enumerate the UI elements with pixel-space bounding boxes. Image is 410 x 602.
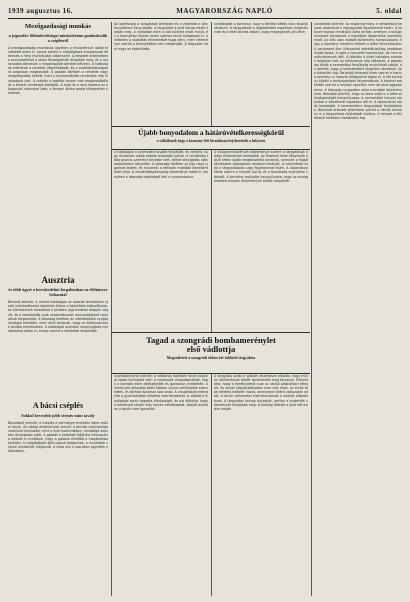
column-1	[8, 22, 108, 596]
article-col4: Londonból jelentik: Az angol kormány a nemzetközi helyzet alakulását a legnagyobb figyelemmel kíséri. A kabinet tegnap rendkívüli ülést tartott, amelyen a külügyminiszter beszámolt a legutóbbi diplomáciai eseményekről. Az ülés után kiadott közlemény hangsúlyozza, hogy a kormány mindent elkövet a béke fenntartására. A parlament őszi ülésszakát előreláthatólag korábban hívják össze. A sajtó a helyzetet komolynak, de nem reménytelennek ítéli. A tőzsdén a hírek hatására csendes forgalom volt, az árfolyamok alig változtak. A gazdasági körök a nemzetközi feszültség enyhülését várják, és remélik, hogy a kereskedelmi forgalom rövidesen újra élénkülni fog. Párizsból érkezett hírek szerint a francia kormány is hasonló álláspontot foglal el. A két kormány között a tanácskozások folyamatosak. A katonai szakértők szerint a helyzet egyelőre nem ad okot aggodalomra. A lakosság nyugodtan várja a további fejleményeket. Rómából jelentik, hogy az olasz sajtó is a béke szükségességét hangsúlyozza. A nemzetközi helyzet alakulása a következő napokban dől el. A diplomáciai körök bizakodók. A kereskedelmi tárgyalások folytatódnak. Berlinből érkezett jelentések szerint a német kormány is a tárgyalások folytatását kívánja. A helyzet a következő hetekben tisztázódni fog.	[314, 22, 402, 121]
article-threshing: Bácskából jelentik: A cséplés a vármegye területén teljes erővel folyik. Az eddigi eredmények szerint a termés mennyisége valamivel kevesebb, mint a múlt esztendőben, minősége azonban lényegesen jobb. A gazdák a kedvező időjárást kihasználva sietnek a munkával, hogy a gabona mielőbb a magtárakba kerüljön. A cséplőgépek éjjel-nappal dolgoznak, a munkások száma mindenütt elegendő. A búza ára a piacokon egyelőre változatlan.	[8, 420, 108, 454]
article-col2-top: Az ügyészség a vizsgálatot befejezte és a vádiratot a törvényszékhez benyújtotta. A tárgyalást a jövő hónap elején tartják meg. A vádlottak ellen a vád bűntett miatt indult, és a bizonyítási eljárás során számos tanút hallgatnak ki. A védelem a vádlottak felmentését fogja kérni, mert véleménye szerint a bizonyítékok nem elegendők. A tárgyalás iránt nagy az érdeklődés.	[114, 22, 208, 51]
subhead-dispute: a vállalkozók hogy a kormány felé hivatalosan bejelentették a helyzetet	[156, 138, 266, 143]
column-4	[314, 22, 402, 596]
subhead-agricultural: a jugoszláv földművelésügyi minisztérium gondoskodik a cséplésről	[8, 32, 108, 43]
article-col3-top: nyilatkozott a kormány, hogy a kérdést békés úton kívánja rendezni. A tárgyalások a legközelebbi napokban megindulnak és a felek bíznak abban, hogy megegyezés jön létre.	[214, 22, 308, 35]
column-3	[214, 22, 308, 596]
article-col2-bottom: Szombathelyről jelentik: A robbanás ügyében folyó vizsgálat újabb fordulatot vett. A nyomozók megállapították, hogy a bombát előre elkészítették és gondosan elrejtették. A merénylet áldozatai közül többen súlyos sérüléseket szenvedtek, és kórházi ápolásra szorulnak. A vizsgálóbíró elrendelte a gyanúsítottak előzetes letartóztatását. A vádlott a kihallgatás során tagadta bűnösségét, és azt állította, hogy a merénylet idején más helyen tartózkodott. Alibijét azonban a tanúk nem igazolták.	[114, 374, 208, 411]
headline-agricultural: Mezőgazdasági munkás	[25, 23, 91, 30]
headline-bombing: Tagad a szongrádi bombamerénylet	[146, 335, 276, 345]
column-rule	[111, 22, 112, 596]
article-agricultural: A mezőgazdasági munkások ügyében a minisztérium újabb rendeletet adott ki, amely szerint a cséplőgépek tulajdonosai kötelesek a helyi munkásokat alkalmazni. A rendelet értelmében a munkabéreket a járási főszolgabírók állapítják meg, és a munkaadók kötelesek a megállapított béreket kifizetni. A hatóságok ellenőrzik a rendelet végrehajtását, és a szabálytalanságokat szigorúan megtorolják. A gazdák körében a rendelet nagy megelégedést keltett, mert a munkáskérdés rendezése régi kívánságuk volt. A cséplés a legtöbb helyen már megkezdődött és a termés minősége kielégítő. A búza és a rozs hozama az átlagosnál valamivel jobb, a tengeri állása pedig kifejezetten kedvező.	[8, 45, 108, 95]
headline-box-bombing	[112, 332, 310, 374]
article-col3-bottom: A tárgyalás során a vádlott részletesen előadta, hogy milyen körülmények között ismerkedett meg társaival. Elmondotta, hogy a merényletről csak az utolsó pillanatban értesült, és annak végrehajtásában nem vett részt. Az elnök több kérdést intézett hozzá, amelyekre kitérő válaszokat adott. A tanúk vallomásai ellentmondanak a vádlott előadásának. A tárgyalást holnap folytatják, amikor a szakértők véleményét hallgatják meg. A bíróság ítéletét a jövő hét elejére várják.	[214, 374, 308, 411]
headline-bombing-line2: első vádlottja	[186, 343, 236, 354]
columns	[8, 22, 402, 596]
subhead-bombing: Megszületett a szongrádi ebben két tábláról tárgyalása	[166, 355, 256, 360]
headline-dispute: Újabb bonyodalom a hátárúvételkerességkörül	[138, 128, 284, 137]
headline-threshing: A bácsi cséplés	[32, 401, 84, 411]
headline-box-dispute	[112, 126, 310, 150]
issue-date: 1939 augusztus 16.	[8, 6, 73, 15]
subhead-austria: és több ügyei a kereskedelmi forgalomban az élelmiszer behozatal	[8, 287, 108, 298]
masthead	[8, 6, 402, 19]
article-austria: Bécsből jelentik: A német hatóságok az osztrák területeken újabb intézkedéseket léptettek életbe a közellátás biztosítására. Az élelmiszerek elosztását a jövőben jegyrendszer alapján végzik, és a kereskedők csak meghatározott mennyiségeket hozhatnak forgalomba. A lakosság körében az intézkedések nyugtalanságot keltettek, mert attól tartanak, hogy az élelmiszerárak tovább emelkednek. A hatóságok azonban megnyugtató nyilatkozatot adtak ki, amely szerint a készletek elegendők.	[8, 300, 108, 333]
headline-austria: Ausztria	[41, 274, 75, 285]
subhead-threshing: Sokkal kevesebb jobb termés mint tavaly	[21, 412, 95, 418]
newspaper-name: MAGYARORSZÁG NAPLÓ	[176, 6, 273, 15]
column-rule	[211, 22, 212, 596]
column-rule	[311, 22, 312, 596]
column-2	[114, 22, 208, 596]
article-col3-middle: A külügyminisztérium közleménye szerint a tárgyalások eddigi eredményei kielégítők. Az érdekelt felek képviselői a jövő héten újabb megbeszélést tartanak, amelyen a függő kérdéseket véglegesen rendezni kívánják. A nemzetközi sajtó a tárgyalásokat nagy figyelemmel kíséri. A diplomáciai körök szerint a helyzet javult, és a feszültség enyhülése várható. A kormány szóvivője hangsúlyozta, hogy az ország érdekeit minden körülmények között megvédik.	[214, 150, 308, 183]
article-col2-middle: A hatóságok a nyomozást tovább folytatják, és remélik, hogy rövidesen újabb adatok birtokába jutnak. A rendőrség több gyanús személyt őrizetbe vett, akiket kihallgatás után szabadlábra helyeztek. A lakosság körében az ügy nagy izgalmat keltett, és mindenki a tettesek mielőbbi kézrekerítését várja. A rendőrfőkapitányság közleményt adott ki, amelyben a lakosság segítségét kéri a nyomozáshoz.	[114, 150, 208, 179]
page-number: 5. oldal	[376, 6, 402, 15]
